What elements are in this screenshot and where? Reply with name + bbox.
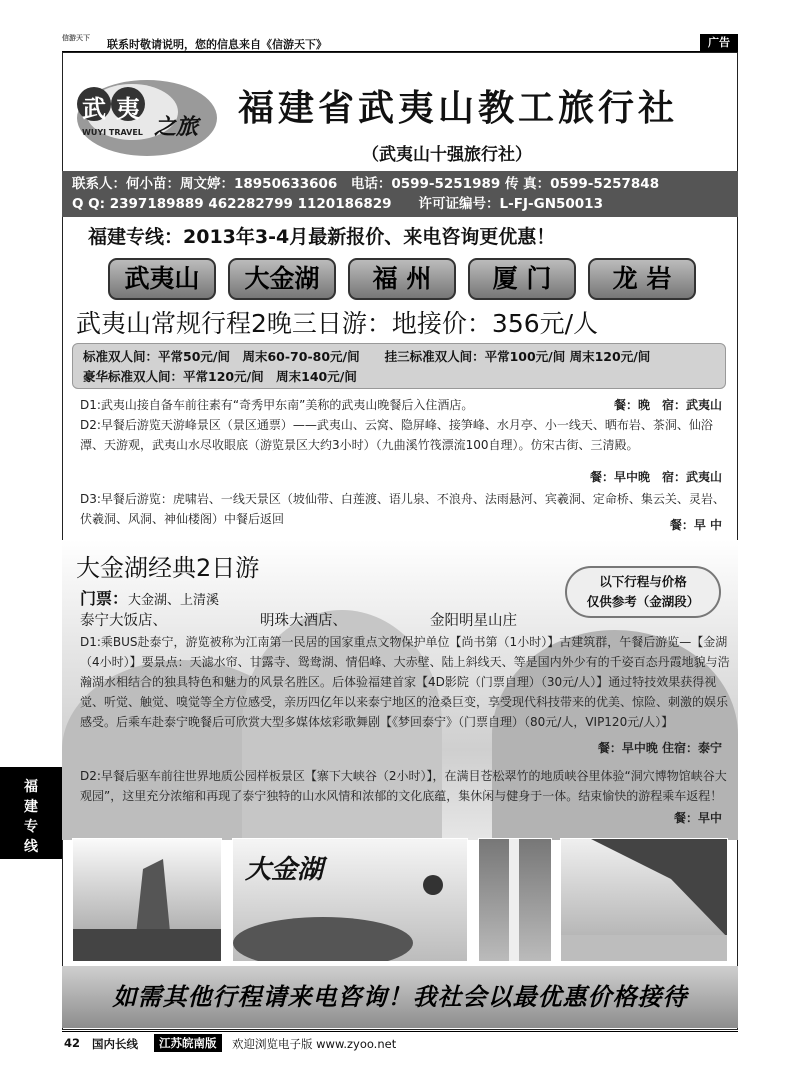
footer-url[interactable]: 欢迎浏览电子版 www.zyoo.net	[232, 1037, 397, 1051]
agency-logo	[72, 68, 222, 160]
side-char-4: 线	[24, 839, 38, 855]
price-line-2: 豪华标准双人间：平常120元/间 周末140元/间	[83, 369, 357, 384]
dajinhu-heading: 大金湖经典2日游	[76, 554, 260, 582]
wuyi-day-2-text: D2:早餐后游览天游峰景区（景区通票）——武夷山、云窝、隐屏峰、接笋峰、水月亭、小一线天、晒布岩、茶洞、仙浴潭、天游观，武夷山水尽收眼底（游览景区大约3小时）（九曲溪竹筏漂流100自理）。仿宋古街、三清殿。	[80, 418, 713, 452]
wuyi-day-1-meal: 餐：晚 宿：武夷山	[613, 398, 722, 412]
agency-title: 福建省武夷山教工旅行社	[238, 87, 679, 129]
contact-bar	[62, 171, 738, 217]
dajinhu-day-1-meal: 餐：早中晚 住宿：泰宁	[597, 741, 722, 755]
wuyi-day-2-meal: 餐：早中晚 宿：武夷山	[589, 470, 722, 484]
contact-line-2: Q Q: 2397189889 462282799 1120186829 许可证编号：L-FJ-GN50013	[72, 196, 603, 212]
logo-en: WUYI TRAVEL	[82, 128, 143, 137]
dajinhu-day-2-text: D2:早餐后驱车前往世界地质公园样板景区【寨下大峡谷（2小时）】，在满目苍松翠竹的地质峡谷里体验“洞穴博物馆峡谷大观园”，这里充分浓缩和再现了泰宁独特的山水风情和浓郁的文化底蕴，集休闲与健身于一体。结束愉快的游程乘车返程！	[80, 769, 727, 803]
tab-dajinhu: 大金湖	[228, 258, 336, 300]
dajinhu-ticket	[80, 586, 219, 609]
hotel-2: 明珠大酒店、	[260, 613, 347, 629]
page-number: 42	[64, 1036, 81, 1050]
promo-text: ：2013年3-4月最新报价、来电咨询更优惠！	[164, 226, 556, 248]
promo-line	[88, 222, 555, 249]
wuyi-price-box	[72, 343, 726, 389]
wuyi-day-3	[80, 489, 730, 533]
dajinhu-day-1-text: D1:乘BUS赴泰宁，游览被称为江南第一民居的国家重点文物保护单位【尚书第（1小时）】古建筑群，午餐后游览—【金湖（4小时）】要景点：天滤水帘、甘露寺、鸳鸯湖、情侣峰、大赤壁、陆上斜线天、等是国内外少有的千姿百态丹霞地貌与浩瀚湖水相结合的独具特色和魅力的风景名胜区。后体验福建首家【4D影院（门票自理）（30元/人）】通过特技效果获得视觉、听觉、触觉、嗅觉等全方位感受，亲历四亿年以来泰宁地区的沧桑巨变，享受现代科技带来的优美、惊险、刺激的娱乐感受。后乘车赴泰宁晚餐后可欣赏大型多媒体炫彩歌舞剧【《梦回泰宁》（门票自理）（80元/人，VIP120元/人）】	[80, 635, 730, 729]
agency-subtitle: （武夷山十强旅行社）	[362, 145, 532, 165]
wuyi-day-1-text: D1:武夷山接自备车前往素有“奇秀甲东南”美称的武夷山晚餐后入住酒店。	[80, 398, 474, 412]
wuyi-day-1	[80, 395, 730, 415]
photo-rocks	[72, 838, 222, 962]
price-line-1: 标准双人间：平常50元/间 周末60-70-80元/间 挂三标准双人间：平常100元/间 周末120元/间	[83, 349, 651, 364]
logo-char-yi: 夷	[116, 95, 140, 123]
wuyi-day-2	[80, 415, 730, 487]
dajinhu-day-1	[80, 632, 730, 764]
footer-section: 国内长线	[92, 1037, 138, 1051]
note-line-1: 以下行程与价格	[599, 574, 687, 589]
hotel-1: 泰宁大饭店、	[80, 613, 167, 629]
promo-label: 福建专线	[88, 226, 165, 248]
wuyi-day-3-meal: 餐：早 中	[669, 518, 722, 532]
note-line-2: 仅供参考（金湖段）	[586, 594, 700, 609]
top-bar	[62, 34, 738, 52]
reference-note	[565, 566, 721, 618]
photo-gorge	[560, 838, 728, 962]
source-notice: 联系时敬请说明，您的信息来自《信游天下》	[107, 38, 327, 51]
hotel-3: 金阳明星山庄	[430, 613, 517, 629]
side-char-1: 福	[24, 779, 38, 795]
contact-line-1: 联系人：何小苗：周文婷：18950633606 电话：0599-5251989 传 真：0599-5257848	[72, 176, 660, 192]
ticket-text: 大金湖、上清溪	[128, 593, 220, 608]
tab-fuzhou: 福 州	[348, 258, 456, 300]
destination-tabs	[108, 258, 728, 302]
photo-waterfall	[478, 838, 552, 962]
photo-strip	[72, 838, 728, 964]
dajinhu-day-2-meal: 餐：早中	[673, 811, 722, 825]
wuyi-heading: 武夷山常规行程2晚三日游：地接价：356元/人	[76, 309, 599, 338]
side-char-2: 建	[24, 799, 38, 815]
logo-zhilv: 之旅	[154, 115, 199, 140]
edition-badge: 江苏皖南版	[154, 1034, 222, 1052]
tab-wuyishan: 武夷山	[108, 258, 216, 300]
side-section-tab	[0, 767, 62, 859]
photo-dajinhu-poster	[232, 838, 468, 962]
logo-char-wu: 武	[82, 95, 106, 123]
ticket-label: 门票：	[80, 589, 129, 608]
side-char-3: 专	[24, 819, 38, 835]
photo-caption: 大金湖	[245, 855, 324, 885]
tab-xiamen: 厦 门	[468, 258, 576, 300]
dajinhu-day-2	[80, 766, 730, 832]
footer-rule	[62, 1031, 738, 1032]
wuyi-day-3-text: D3:早餐后游览：虎啸岩、一线天景区（坡仙带、白莲渡、语儿泉、不浪舟、法雨悬河、宾羲洞、定命桥、集云关、灵岩、伏羲洞、风洞、神仙楼阁）中餐后返回	[80, 492, 725, 526]
ad-label: 广告	[700, 34, 738, 52]
bottom-banner: 如需其他行程请来电咨询！我社会以最优惠价格接待	[62, 966, 738, 1028]
tab-longyan: 龙 岩	[588, 258, 696, 300]
publication-logo: 信游天下	[62, 34, 90, 42]
